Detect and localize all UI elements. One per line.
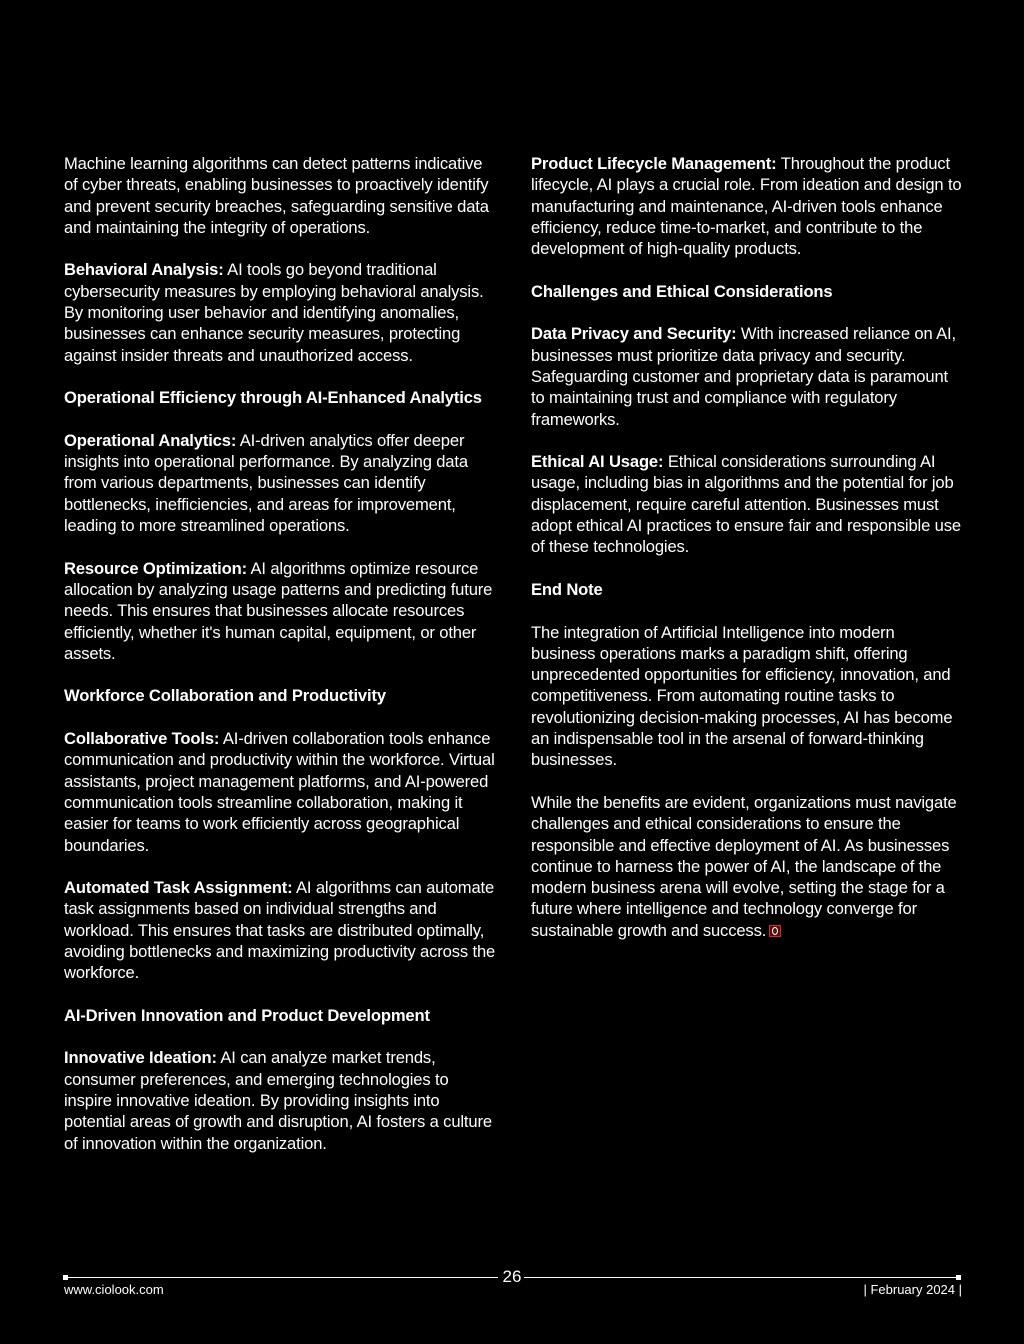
paragraph-ethical-ai-usage: [531, 451, 963, 557]
heading-ai-driven-innovation: AI-Driven Innovation and Product Development: [64, 1005, 430, 1025]
heading-workforce-collaboration: Workforce Collaboration and Productivity: [64, 686, 386, 706]
paragraph-resource-optimization: [64, 558, 496, 664]
lead-resource-optimization: Resource Optimization:: [64, 558, 247, 578]
paragraph-end-note-2: [531, 792, 963, 941]
text-end-note-2: While the benefits are evident, organizations must navigate challenges and ethical considerations to ensure the responsible and effective deployment of AI. As businesses continue to harness the power of AI, the landscape of the modern business arena will evolve, setting the stage for a future where intelligence and technology converge for sustainable growth and success.: [531, 792, 957, 940]
text-operational-analytics: AI-driven analytics offer deeper insights into operational performance. By analyzing data from various departments, businesses can identify bottlenecks, inefficiencies, and areas for improvement, leading to more streamlined operations.: [64, 430, 468, 536]
end-of-article-mark-icon: [769, 925, 781, 937]
footer-website-url: www.ciolook.com: [64, 1282, 164, 1297]
paragraph-behavioral-analysis: [64, 259, 496, 365]
heading-end-note: End Note: [531, 579, 603, 599]
lead-data-privacy: Data Privacy and Security:: [531, 324, 737, 344]
page-number: 26: [502, 1267, 522, 1286]
heading-challenges-ethical: Challenges and Ethical Considerations: [531, 281, 833, 301]
lead-automated-task-assignment: Automated Task Assignment:: [64, 878, 293, 898]
text-innovative-ideation: AI can analyze market trends, consumer preferences, and emerging technologies to inspire innovative ideation. By providing insights into potential areas of growth and disruption, AI fosters a culture of innovation within the organization.: [64, 1048, 492, 1153]
footer-dot-right: [956, 1275, 961, 1280]
paragraph-data-privacy: [531, 323, 963, 429]
paragraph-innovative-ideation: [64, 1047, 496, 1153]
paragraph-end-note-1: The integration of Artificial Intelligence into modern business operations marks a paradigm shift, offering unprecedented opportunities for efficiency, innovation, and competitiveness. From automating routine tasks to revolutionizing decision-making processes, AI has become an indispensable tool in the arsenal of forward-thinking businesses.: [531, 622, 953, 770]
paragraph-product-lifecycle: [531, 153, 963, 259]
paragraph-cyber-threats: Machine learning algorithms can detect patterns indicative of cyber threats, enabling businesses to proactively identify and prevent security breaches, safeguarding sensitive data and maintaining the integrity of operations.: [64, 154, 489, 237]
text-ethical-ai-usage: Ethical considerations surrounding AI usage, including bias in algorithms and the potential for job displacement, require careful attention. Businesses must adopt ethical AI practices to ensure fair and responsible use of these technologies.: [531, 452, 961, 557]
lead-innovative-ideation: Innovative Ideation:: [64, 1048, 217, 1068]
text-resource-optimization: AI algorithms optimize resource allocation by analyzing usage patterns and predicting future needs. This ensures that businesses allocate resources efficiently, whether it's human capital, equipment, or other assets.: [64, 558, 493, 663]
paragraph-automated-task-assignment: [64, 877, 496, 983]
right-column: [531, 153, 963, 962]
lead-ethical-ai-usage: Ethical AI Usage:: [531, 452, 664, 472]
footer-rule-right: [524, 1277, 960, 1278]
footer-rule-left: [64, 1277, 498, 1278]
footer-dot-left: [63, 1275, 68, 1280]
lead-operational-analytics: Operational Analytics:: [64, 430, 237, 450]
lead-collaborative-tools: Collaborative Tools:: [64, 729, 220, 749]
text-data-privacy: With increased reliance on AI, businesses must prioritize data privacy and security. Safeguarding customer and proprietary data is paramount to maintaining trust and compliance with regulatory frameworks.: [531, 324, 956, 429]
lead-product-lifecycle: Product Lifecycle Management:: [531, 154, 777, 173]
paragraph-collaborative-tools: [64, 728, 496, 856]
paragraph-operational-analytics: [64, 430, 496, 536]
text-behavioral-analysis: AI tools go beyond traditional cybersecurity measures by employing behavioral analysis. By monitoring user behavior and identifying anomalies, businesses can enhance security measures, protecting against insider threats and unauthorized access.: [64, 260, 484, 365]
lead-behavioral-analysis: Behavioral Analysis:: [64, 260, 224, 280]
text-product-lifecycle: Throughout the product lifecycle, AI plays a crucial role. From ideation and design to manufacturing and maintenance, AI-driven tools enhance efficiency, reduce time-to-market, and contribute to the development of high-quality products.: [531, 154, 962, 259]
text-automated-task-assignment: AI algorithms can automate task assignments based on individual strengths and workload. This ensures that tasks are distributed optimally, avoiding bottlenecks and maximizing productivity across the workforce.: [64, 878, 496, 983]
footer-issue-date: | February 2024 |: [863, 1282, 962, 1297]
heading-operational-efficiency: Operational Efficiency through AI-Enhanced Analytics: [64, 388, 482, 408]
left-column: [64, 153, 496, 1175]
text-collaborative-tools: AI-driven collaboration tools enhance communication and productivity within the workforce. Virtual assistants, project management platforms, and AI-powered communication tools streamline collaboration, making it easier for teams to work efficiently across geographical boundaries.: [64, 729, 495, 855]
